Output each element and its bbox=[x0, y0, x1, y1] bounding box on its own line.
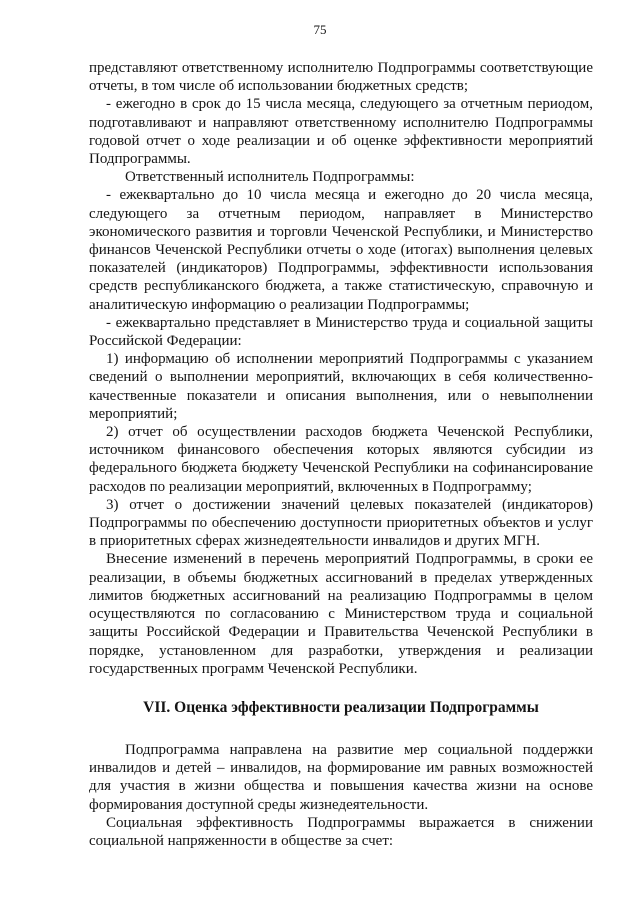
page-number: 75 bbox=[313, 22, 327, 37]
list-item: - ежегодно в срок до 15 числа месяца, следующего за отчетным периодом, подготавливают и направляют ответственному исполнителю Подпрограммы годовой отчет о ходе реализации и об оценке эффективности мероприятий Подпрограммы. bbox=[89, 96, 593, 168]
paragraph: представляют ответственному исполнителю Подпрограммы соответствующие отчеты, в том числе об использовании бюджетных средств; bbox=[89, 60, 593, 95]
paragraph: Ответственный исполнитель Подпрограммы: bbox=[125, 169, 415, 186]
numbered-item: 2) отчет об осуществлении расходов бюджета Чеченской Республики, источником финансового обеспечения которых являются субсидии из федерального бюджета бюджету Чеченской Республики на софинансирование расходов по реализации мероприятий, включенных в Подпрограмму; bbox=[89, 424, 593, 495]
paragraph: Социальная эффективность Подпрограммы выражается в снижении социальной напряженности в обществе за счет: bbox=[89, 814, 593, 849]
document-body bbox=[89, 59, 593, 850]
numbered-item: 1) информацию об исполнении мероприятий Подпрограммы с указанием сведений о выполнении мероприятий, включающих в себя количественно-качественные показатели и описания выполнения, или о невыполнении мероприятий; bbox=[89, 351, 593, 422]
section-heading: VII. Оценка эффективности реализации Подпрограммы bbox=[143, 698, 539, 716]
list-item: - ежеквартально представляет в Министерство труда и социальной защиты Российской Федерации: bbox=[89, 314, 593, 350]
paragraph: Подпрограмма направлена на развитие мер социальной поддержки инвалидов и детей – инвалидов, на формирование им равных возможностей для участия в жизни общества и повышения качества жизни на основе формирования доступной среды жизнедеятельности. bbox=[89, 741, 593, 813]
numbered-item: 3) отчет о достижении значений целевых показателей (индикаторов) Подпрограммы по обеспечению доступности приоритетных объектов и услуг в приоритетных сферах жизнедеятельности инвалидов и других МГН. bbox=[89, 496, 593, 550]
list-item: - ежеквартально до 10 числа месяца и ежегодно до 20 числа месяца, следующего за отчетным периодом, направляет в Министерство экономического развития и торговли Чеченской Республики, и Министерство финансов Чеченской Республики отчеты о ходе (итогах) выполнения целевых показателей (индикаторов) Подпрограммы, эффективности использования средств республиканского бюджета, а также статистическую, справочную и аналитическую информацию о реализации Подпрограммы; bbox=[89, 187, 593, 313]
paragraph: Внесение изменений в перечень мероприятий Подпрограммы, в сроки ее реализации, в объемы бюджетных ассигнований в пределах утвержденных лимитов бюджетных ассигнований на реализацию Подпрограммы в целом осуществляются по согласованию с Министерством труда и социальной защиты Российской Федерации и Правительства Чеченской Республики в порядке, установленном для разработки, утверждения и реализации государственных программ Чеченской Республики. bbox=[89, 551, 593, 677]
